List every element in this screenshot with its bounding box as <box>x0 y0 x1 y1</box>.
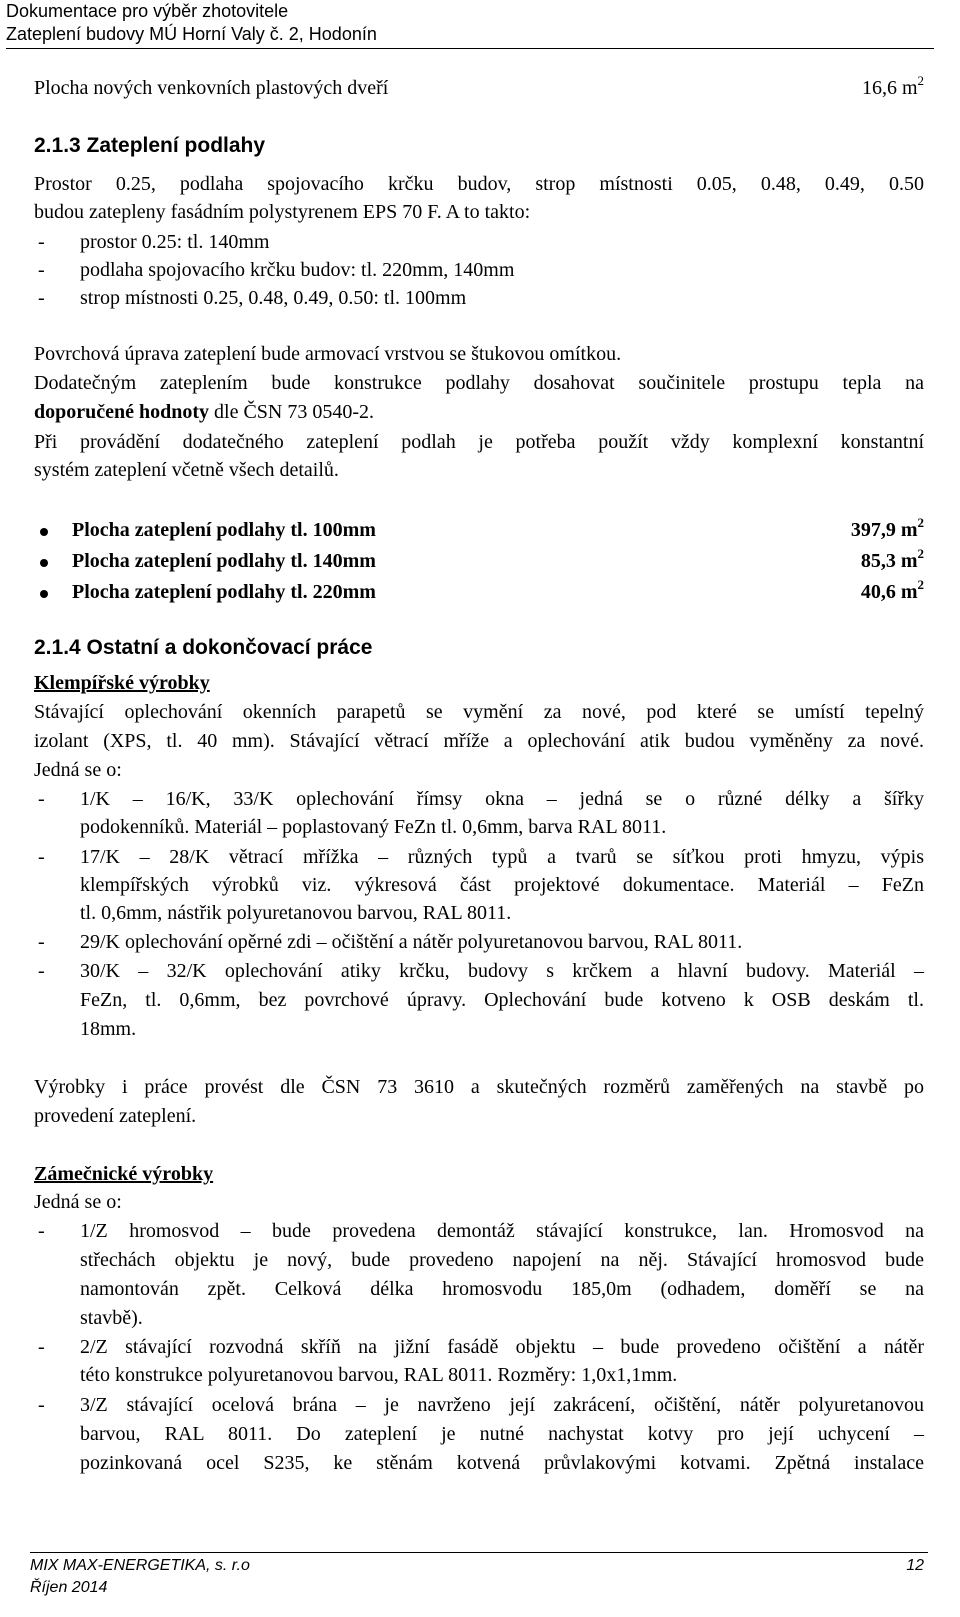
footer-rule <box>30 1552 928 1553</box>
klempirske-heading: Klempířské výrobky <box>34 672 210 694</box>
dash-marker: - <box>38 259 45 281</box>
doors-area-row <box>34 74 924 102</box>
s213-para4-line1: Při provádění dodatečného zateplení podlah je potřeba použít vždy komplexní konstantní <box>34 431 924 453</box>
klemp-list-item: - 17/K – 28/K větrací mřížka – různých typů a tvarů se síťkou proti hmyzu, výpis klempířských výrobků viz. výkresová část projektové dokumentace. Materiál – FeZn tl. 0,6mm, nástřik polyuretanovou barvou, RAL 8011. <box>38 846 924 924</box>
klemp-list-item: - 1/K – 16/K, 33/K oplechování římsy okna – jedná se o různé délky a šířky podokenníků. Materiál – poplastovaný FeZn tl. 0,6mm, barva RAL 8011. <box>38 788 924 838</box>
bold-phrase: doporučené hodnoty <box>34 401 210 423</box>
document-page: Dokumentace pro výběr zhotovitele Zateplení budovy MÚ Horní Valy č. 2, Hodonín Plocha nových venkovních plastových dveří 16,6 $m^2$ 2.1.3 Zateplení podlahy Prostor 0.25, podlaha spojovacího krčku budov, strop místnosti 0.05, 0.48, 0.49, 0.50 budou zatepleny fasádním polystyrenem EPS 70 F. A to takto: - prostor 0.25: tl. 140mm - podlaha spojovacího krčku budov: tl. 220mm, 140mm - strop místnosti 0.25, 0.48, 0.49, 0.50: tl. 100mm Povrchová úprava zateplení bude armovací vrstvou se štukovou omítkou. Dodatečným zateplením bude konstrukce podlahy dosahovat součinitele prostupu tepla na doporučené hodnoty dle ČSN 73 0540-2. Při provádění dodatečného zateplení podlah je potřeba použít vždy komplexní konstantní systém zateplení včetně všech detailů. Plocha zateplení podlahy tl. 100mm 397,9 $m^2$ Plocha zateplení podlahy tl. 140mm 85,3 $m^2$ Plocha zateplení podlahy tl. 220mm 40,6 $m^2$ 2.1.4 Ostatní a dokončovací práce Klempířské výrobky Stávající oplechování okenních parapetů se vymění za nové, pod které se umístí tepelný izolant (XPS, tl. 40 mm). Stávající větrací mříže a oplechování atik budou vyměněny za nové. Jedná se o: - 1/K – 16/K, 33/K oplechování římsy okna – jedná se o různé délky a šířky podokenníků. Materiál – poplastovaný FeZn tl. 0,6mm, barva RAL 8011. - 17/K – 28/K větrací mřížka – různých typů a tvarů se síťkou proti hmyzu, výpis klempířských výrobků viz. výkresová část projektové dokumentace. Materiál – FeZn tl. 0,6mm, nástřik polyuretanovou barvou, RAL 8011. - 29/K oplechování opěrné zdi – očištění a nátěr polyuretanovou barvou, RAL 8011. - 30/K – 32/K oplechování atiky krčku, budovy s krčkem a hlavní budovy. Materiál – FeZn, tl. 0,6mm, bez povrchové úpravy. Oplechování bude kotveno k OSB deskám tl. 18mm. Výrobky i práce provést dle ČSN 73 3610 a skutečných rozměrů zaměřených na stavbě po provedení zateplení. Zámečnické výrobky Jedná se o: - 1/Z hromosvod – bude provedena demontáž stávající konstrukce, lan. Hromosvod na střechách objektu je nový, bude provedeno napojení na něj. Stávající hromosvod bude namontován zpět. Celková délka hromosvodu 185,0m (odhadem, doměří se na stavbě). - 2/Z stávající rozvodná skříň na jižní fasádě objektu – bude provedeno očištění a nátěr této konstrukce polyuretanovou barvou, RAL 8011. Rozměry: 1,0x1,1mm. - 3/Z stávající ocelová brána – je navrženo její zakrácení, očištění, nátěr polyuretanovou barvou, RAL 8011. Do zateplení je nutné nachystat kotvy pro její uchycení – pozinkovaná ocel S235, ke stěnám kotvená průvlakovými kotvami. Zpětná instalace MIX MAX-ENERGETIKA, s. r.o Říjen 2014 12 <box>0 0 960 1617</box>
s213-para1-line2: budou zatepleny fasádním polystyrenem EPS 70 F. A to takto: <box>34 201 531 223</box>
klemp-closing-line2: provedení zateplení. <box>34 1105 197 1127</box>
page-header <box>6 0 377 46</box>
klemp-para-line2: izolant (XPS, tl. 40 mm). Stávající větrací mříže a oplechování atik budou vyměněny za nové. <box>34 730 924 752</box>
zamec-list-item: - 3/Z stávající ocelová brána – je navrženo její zakrácení, očištění, nátěr polyuretanovou barvou, RAL 8011. Do zateplení je nutné nachystat kotvy pro její uchycení – pozinkovaná ocel S235, ke stěnám kotvená průvlakovými kotvami. Zpětná instalace <box>38 1394 924 1474</box>
dash-marker: - <box>38 231 45 253</box>
s213-para1-line1: Prostor 0.25, podlaha spojovacího krčku budov, strop místnosti 0.05, 0.48, 0.49, 0.50 <box>34 173 924 195</box>
bullet-marker <box>40 590 48 598</box>
klemp-intro: Jedná se o: <box>34 759 122 781</box>
header-line-1: Dokumentace pro výběr zhotovitele <box>6 1 289 21</box>
s213-para2: Povrchová úprava zateplení bude armovací vrstvou se štukovou omítkou. <box>34 343 622 365</box>
klemp-para-line1: Stávající oplechování okenních parapetů se vymění za nové, pod které se umístí tepelný <box>34 701 924 723</box>
klemp-closing-line1: Výrobky i práce provést dle ČSN 73 3610 a skutečných rozměrů zaměřených na stavbě po <box>34 1076 924 1098</box>
doors-label: Plocha nových venkovních plastových dveří <box>34 77 389 99</box>
footer-date: Říjen 2014 <box>30 1579 108 1596</box>
bullet-marker <box>40 528 48 536</box>
header-line-2: Zateplení budovy MÚ Horní Valy č. 2, Hodonín <box>6 24 377 44</box>
zamecnicke-heading: Zámečnické výrobky <box>34 1163 214 1185</box>
s213-para3-line1: Dodatečným zateplením bude konstrukce podlahy dosahovat součinitele prostupu tepla na <box>34 372 924 394</box>
header-rule <box>6 48 934 49</box>
bullet-marker <box>40 559 48 567</box>
footer-page-number: 12 <box>906 1557 924 1574</box>
s213-para3-line2: doporučené hodnoty dle ČSN 73 0540-2. <box>34 401 375 423</box>
klemp-list-item: - 30/K – 32/K oplechování atiky krčku, budovy s krčkem a hlavní budovy. Materiál – FeZn, tl. 0,6mm, bez povrchové úpravy. Oplechování bude kotveno k OSB deskám tl. 18mm. <box>38 960 924 1040</box>
zamec-list-item: - 1/Z hromosvod – bude provedena demontáž stávající konstrukce, lan. Hromosvod na střechách objektu je nový, bude provedeno napojení na něj. Stávající hromosvod bude namontován zpět. Celková délka hromosvodu 185,0m (odhadem, doměří se na stavbě). <box>38 1220 924 1329</box>
footer-company: MIX MAX-ENERGETIKA, s. r.o <box>30 1557 250 1574</box>
doors-value: 16,6 m <box>861 77 918 99</box>
dash-marker: - <box>38 287 45 309</box>
s213-para4-line2: systém zateplení včetně všech detailů. <box>34 459 339 481</box>
section-2-1-3-heading: 2.1.3 Zateplení podlahy <box>34 134 266 157</box>
zamec-list-item: - 2/Z stávající rozvodná skříň na jižní fasádě objektu – bude provedeno očištění a nátěr této konstrukce polyuretanovou barvou, RAL 8011. Rozměry: 1,0x1,1mm. <box>38 1336 924 1386</box>
section-2-1-4-heading: 2.1.4 Ostatní a dokončovací práce <box>34 636 373 659</box>
doors-sup: 2 <box>917 73 924 88</box>
zamec-intro: Jedná se o: <box>34 1191 122 1213</box>
